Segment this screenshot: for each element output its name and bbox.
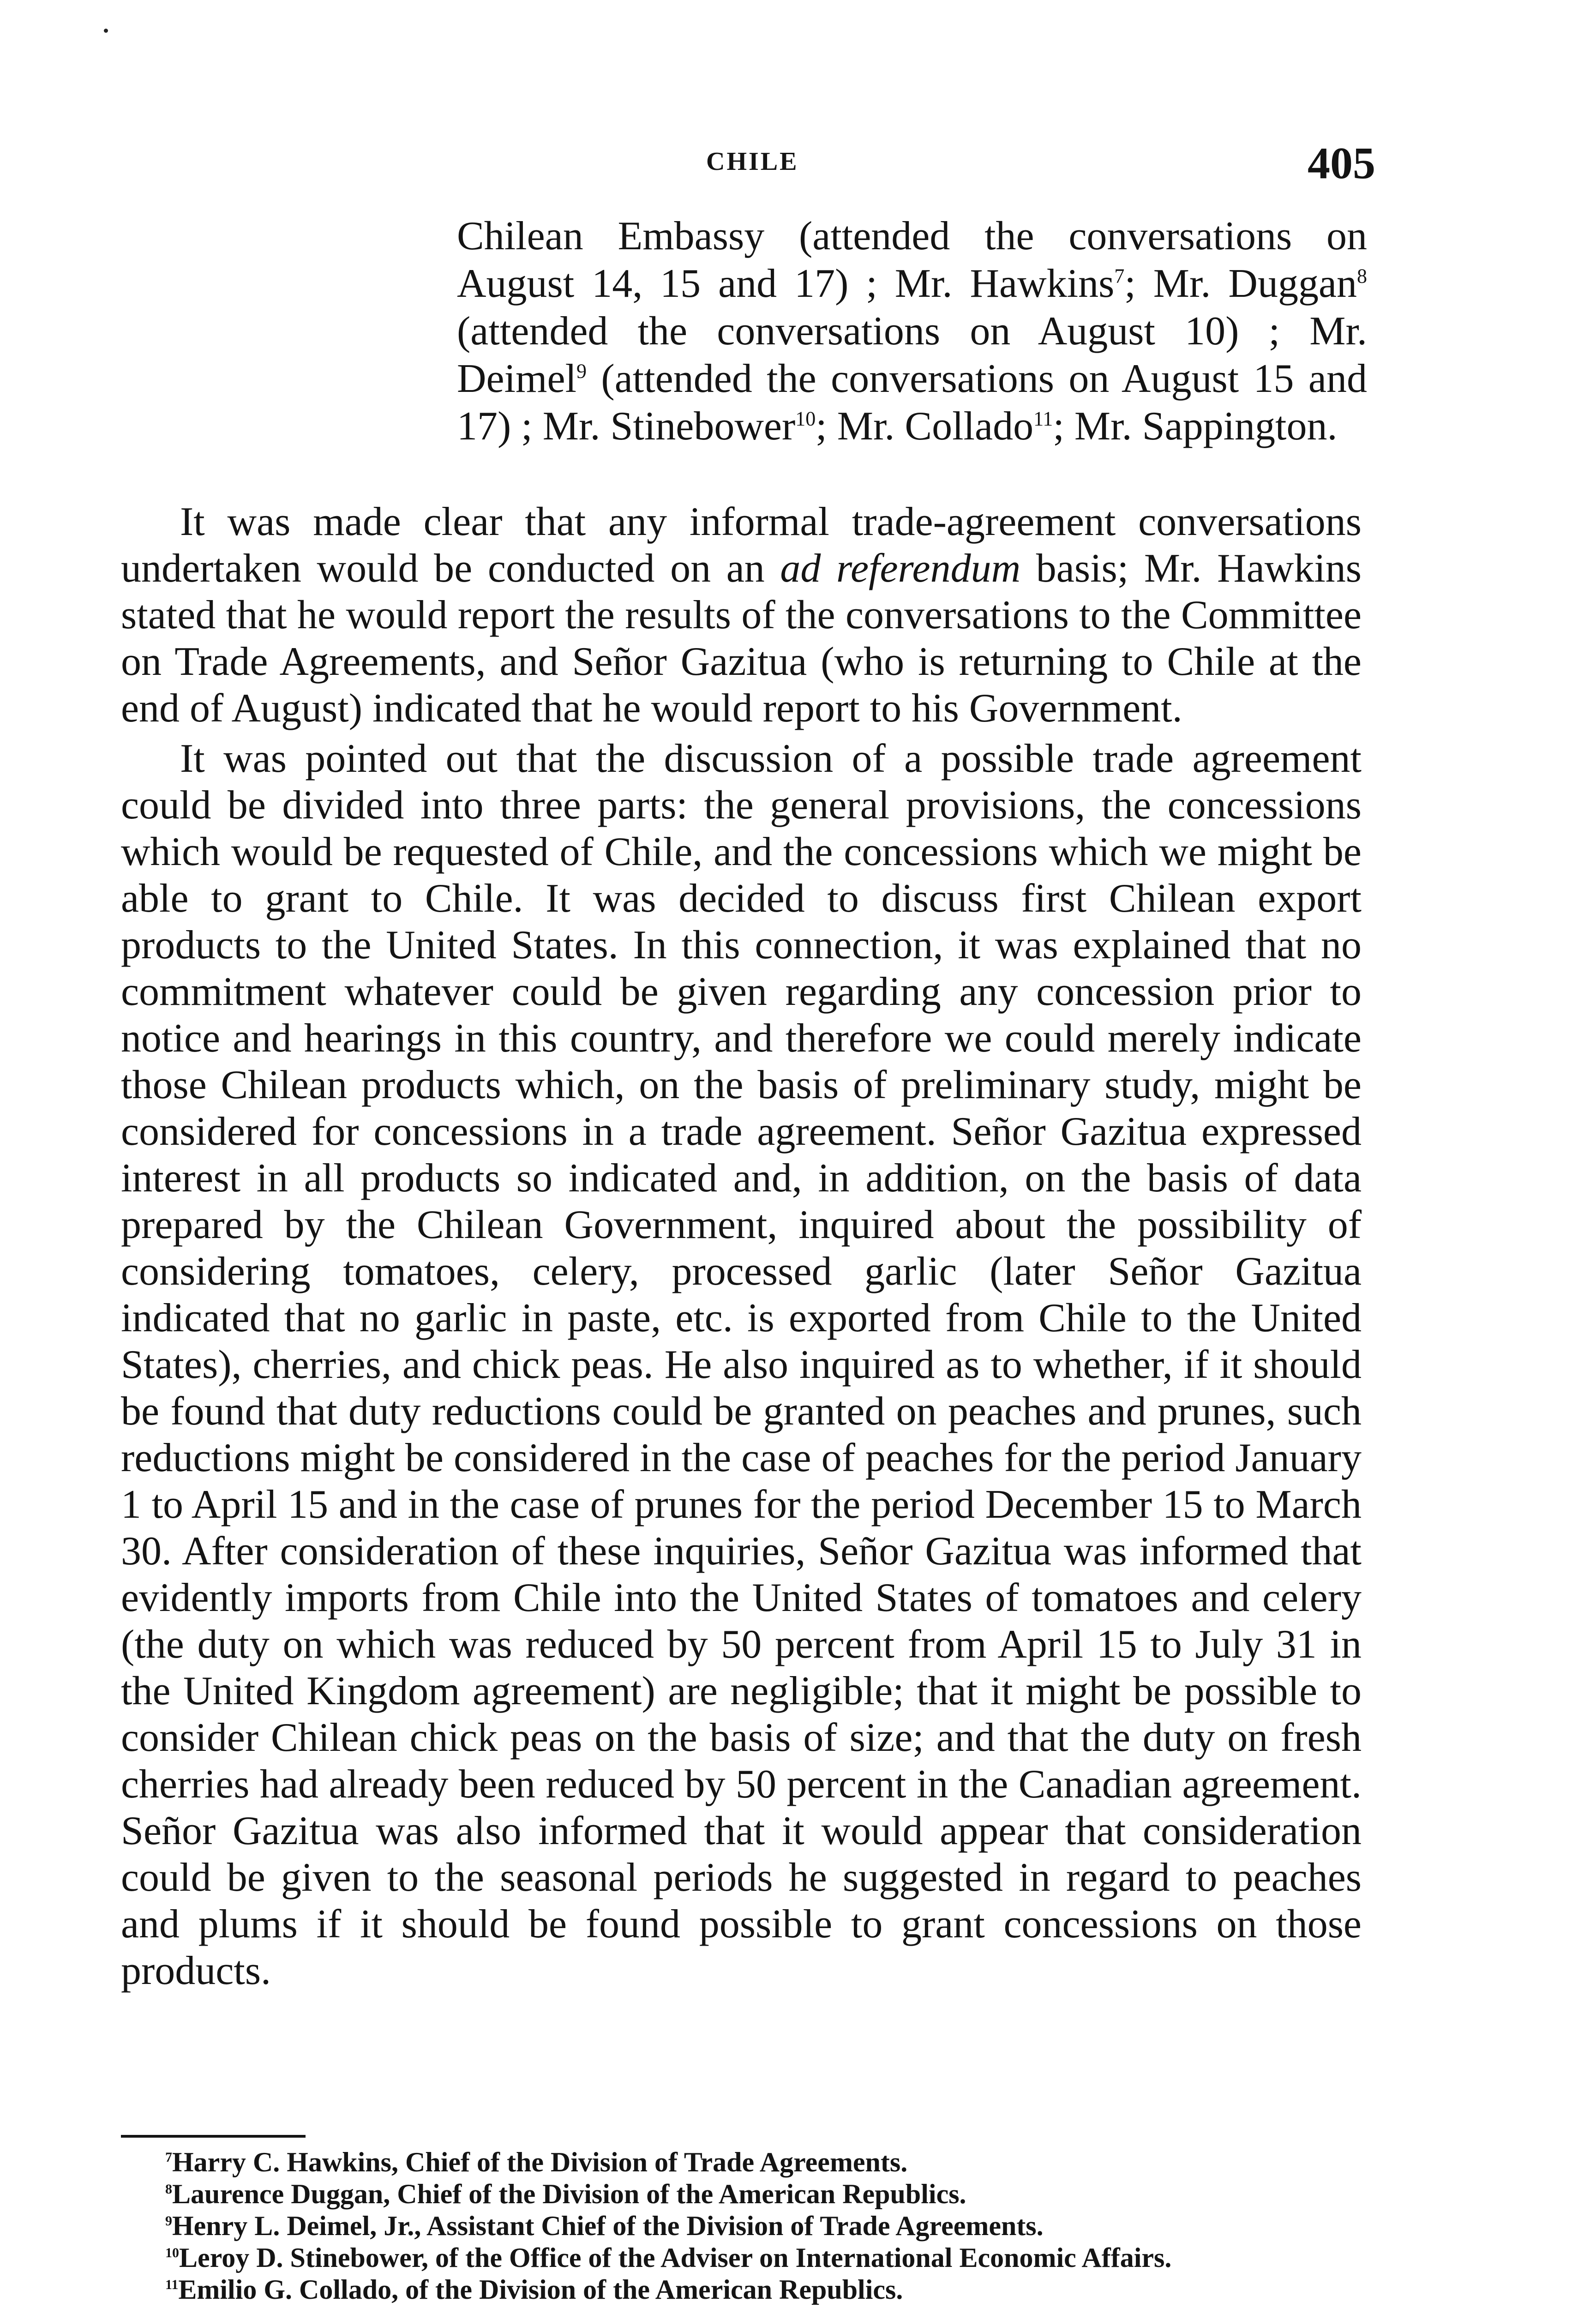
attendee-text-0: Chilean Embassy (attended the conversations on August 14, 15 and 17) ; Mr. Hawkins xyxy=(457,214,1367,306)
paragraph-text: It was pointed out that the discussion of a possible trade agreement could be divided into three parts: the general provisions, the concessions which would be requested of Chile, and the concessions which we might be able to grant to Chile. It was decided to discuss first Chilean export products to the United States. In this connection, it was explained that no commitment whatever could be given regarding any concession prior to notice and hearings in this country, and therefore we could merely indicate those Chilean products which, on the basis of preliminary study, might be considered for concessions in a trade agreement. Señor Gazitua expressed interest in all products so indicated and, in addition, on the basis of data prepared by the Chilean Government, inquired about the possibility of considering tomatoes, celery, processed garlic (later Señor Gazitua indicated that no garlic in paste, etc. is exported from Chile to the United States), cherries, and chick peas. He also inquired as to whether, if it should be found that duty reductions could be granted on peaches and prunes, such reductions might be considered in the case of peaches for the period January 1 to April 15 and in the case of prunes for the period December 15 to March 30. After consideration of these inquiries, Señor Gazitua was informed that evidently imports from Chile into the United States of tomatoes and celery (the duty on which was reduced by 50 percent from April 15 to July 31 in the United Kingdom agreement) are negligible; that it might be possible to consider Chilean chick peas on the basis of size; and that the duty on fresh cherries had already been reduced by 50 percent in the Canadian agreement. Señor Gazitua was also informed that it would appear that consideration could be given to the seasonal periods he suggested in regard to peaches and plums if it should be found possible to grant concessions on those products. xyxy=(121,736,1362,1993)
attendee-after-3: ; Mr. Collado xyxy=(816,404,1034,449)
stray-dot xyxy=(104,29,108,33)
footnote-ref: 10 xyxy=(795,407,816,430)
page-header xyxy=(120,138,1375,193)
footnote-ref: 7 xyxy=(1114,264,1125,288)
footnote-number: 8 xyxy=(165,2182,172,2197)
footnote xyxy=(121,2210,1362,2242)
footnote-text: Henry L. Deimel, Jr., Assistant Chief of the Division of Trade Agreements. xyxy=(172,2211,1044,2241)
footnote-ref: 8 xyxy=(1357,264,1367,288)
paragraph-text: It was made clear that any informal trade-agreement conversations undertaken would be conducted on an xyxy=(121,499,1362,591)
paragraph-italic: ad referendum xyxy=(780,546,1021,591)
paragraph xyxy=(121,499,1362,732)
attendee-list xyxy=(457,212,1367,450)
footnote-text: Harry C. Hawkins, Chief of the Division of Trade Agreements. xyxy=(172,2147,908,2177)
footnote-text: Emilio G. Collado, of the Division of the American Republics. xyxy=(178,2274,903,2305)
footnote xyxy=(121,2274,1362,2306)
attendee-after-2: (attended the conversations on August 15 and 17) ; Mr. Stinebower xyxy=(457,356,1367,449)
footnote-text: Laurence Duggan, Chief of the Division of the American Republics. xyxy=(172,2179,966,2209)
footnote-number: 7 xyxy=(165,2150,172,2165)
footnote-ref: 9 xyxy=(576,360,587,383)
page-number: 405 xyxy=(1308,138,1375,188)
footnote-rule xyxy=(121,2135,306,2138)
body-text xyxy=(121,499,1362,1998)
footnote-number: 10 xyxy=(165,2245,179,2260)
footnote xyxy=(121,2178,1362,2210)
footnote-number: 9 xyxy=(165,2213,172,2229)
paragraph xyxy=(121,735,1362,1994)
footnote xyxy=(121,2146,1362,2178)
footnote-text: Leroy D. Stinebower, of the Office of the Adviser on International Economic Affairs. xyxy=(179,2242,1172,2273)
footnote-number: 11 xyxy=(165,2277,179,2292)
footnote xyxy=(121,2242,1362,2274)
paragraph-text: basis; Mr. Hawkins stated that he would report the results of the conversations to the Committee on Trade Agreements, and Señor Gazitua (who is returning to Chile at the end of August) indicated that he would report to his Government. xyxy=(121,546,1362,731)
attendee-after-0: ; Mr. Duggan xyxy=(1124,261,1357,306)
attendee-after-4: ; Mr. Sappington. xyxy=(1053,404,1338,449)
attendee-after-1: (attended the conversations on August 10) ; Mr. Deimel xyxy=(457,309,1367,401)
footnotes xyxy=(121,2146,1362,2306)
running-title: CHILE xyxy=(706,147,799,176)
footnote-ref: 11 xyxy=(1033,407,1053,430)
